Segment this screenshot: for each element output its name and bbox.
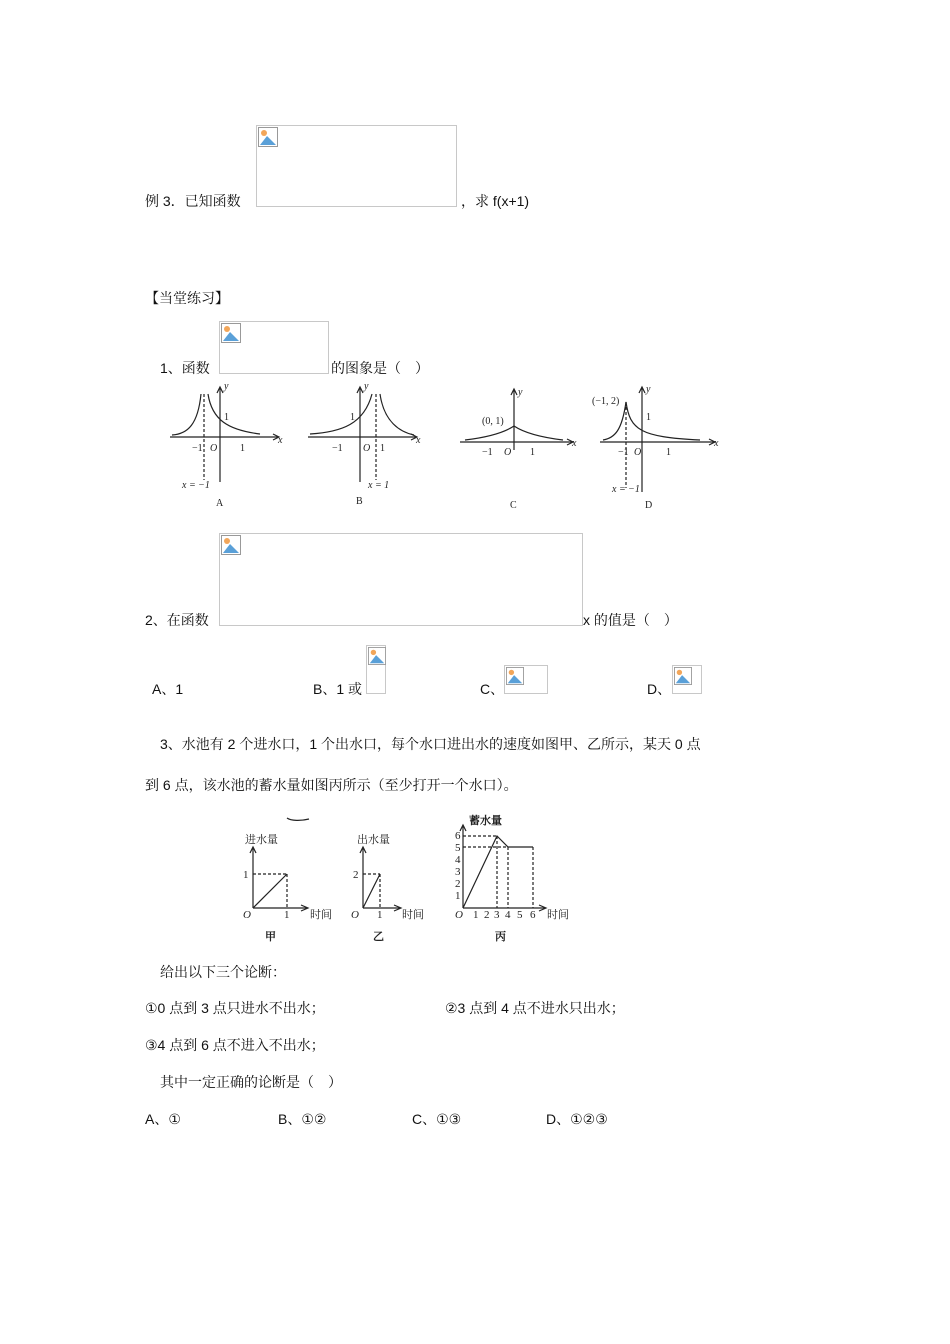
graph-b-tick-neg: −1 xyxy=(332,443,343,454)
jia-caption: 甲 xyxy=(265,931,276,943)
graph-c-tick-pos: 1 xyxy=(530,447,535,458)
jia-x-tick: 1 xyxy=(284,909,290,921)
origin-label: O xyxy=(455,909,463,921)
q3-statement-2: ②3 点到 4 点不进水只出水； xyxy=(445,1000,625,1016)
broken-image-icon xyxy=(506,667,524,685)
q3-lead: 给出以下三个论断： xyxy=(160,964,286,980)
broken-image-icon xyxy=(368,647,386,665)
q3-statement-1: ①0 点到 3 点只进水不出水； xyxy=(145,1000,325,1016)
graph-d-tick-pos: 1 xyxy=(666,447,671,458)
broken-image-icon xyxy=(221,535,241,555)
option-d-image-placeholder xyxy=(672,665,702,694)
x-axis-label: x xyxy=(714,438,719,449)
graph-a-point-label: 1 xyxy=(224,412,229,423)
x-axis-label: x xyxy=(278,435,283,446)
origin-label: O xyxy=(351,909,359,921)
origin-label: O xyxy=(504,447,512,458)
yi-x-tick: 1 xyxy=(377,909,383,921)
option-b-image-placeholder xyxy=(366,645,386,694)
q2-prefix: 2、在函数 xyxy=(145,612,209,628)
graph-c-point-label: (0, 1) xyxy=(482,416,504,427)
example3-prefix: 例 3．已知函数 xyxy=(145,193,241,209)
bing-x-tick: 1 xyxy=(473,909,479,921)
q3-line1: 3、水池有 2 个进水口，1 个出水口，每个水口进出水的速度如图甲、乙所示，某天 0 点 xyxy=(160,736,701,752)
y-axis-label: y xyxy=(518,387,523,398)
bing-x-tick: 4 xyxy=(505,909,511,921)
bing-y-tick: 3 xyxy=(455,866,461,878)
option-c-image-placeholder xyxy=(504,665,548,694)
q1-prefix: 1、函数 xyxy=(160,360,210,376)
graph-d-y-tick: 1 xyxy=(646,412,651,423)
yi-xlabel: 时间 xyxy=(402,909,424,921)
origin-label: O xyxy=(363,443,371,454)
jia-y-tick: 1 xyxy=(243,869,249,881)
yi-ylabel: 出水量 xyxy=(357,834,390,846)
bing-y-tick: 1 xyxy=(455,890,461,902)
bing-x-tick: 3 xyxy=(494,909,500,921)
graph-d-tick-neg: −1 xyxy=(618,447,629,458)
formula-image-placeholder xyxy=(256,125,457,207)
bing-y-tick: 6 xyxy=(455,830,461,842)
formula-image-placeholder xyxy=(219,533,583,626)
q1-suffix: 的图象是（ ） xyxy=(331,360,429,376)
graph-d-asymptote-label: x = −1 xyxy=(612,484,640,495)
graph-c-tick-neg: −1 xyxy=(482,447,493,458)
graph-c-caption: C xyxy=(510,500,517,511)
q2-option-b: B、1 或 xyxy=(313,681,363,697)
graph-d-caption: D xyxy=(645,500,653,511)
jia-xlabel: 时间 xyxy=(310,909,332,921)
graph-a-tick-neg: −1 xyxy=(192,443,203,454)
yi-caption: 乙 xyxy=(373,931,384,943)
practice-heading: 【当堂练习】 xyxy=(145,290,229,306)
y-axis-label: y xyxy=(224,381,229,392)
q3-water-charts xyxy=(225,812,580,950)
formula-image-placeholder xyxy=(219,321,329,374)
y-axis-label: y xyxy=(646,384,651,395)
q2-suffix: x 的值是（ ） xyxy=(583,612,678,628)
graph-b-caption: B xyxy=(356,496,363,507)
broken-image-icon xyxy=(674,667,692,685)
y-axis-label: y xyxy=(364,381,369,392)
bing-x-tick: 2 xyxy=(484,909,490,921)
bing-x-tick: 6 xyxy=(530,909,536,921)
bing-caption: 丙 xyxy=(495,931,506,943)
graph-b-tick-pos: 1 xyxy=(380,443,385,454)
q3-option-b: B、①② xyxy=(278,1111,327,1127)
q3-statement-3: ③4 点到 6 点不进入不出水； xyxy=(145,1037,325,1053)
graph-d-point-label: (−1, 2) xyxy=(592,396,620,407)
graph-a-caption: A xyxy=(216,498,224,509)
origin-label: O xyxy=(243,909,251,921)
q3-option-a: A、① xyxy=(145,1111,181,1127)
q3-option-d: D、①②③ xyxy=(546,1111,608,1127)
q3-option-c: C、①③ xyxy=(412,1111,462,1127)
q2-option-a: A、1 xyxy=(152,681,184,697)
q2-option-c: C、 xyxy=(480,681,505,697)
bing-x-tick: 5 xyxy=(517,909,523,921)
q3-line2: 到 6 点，该水池的蓄水量如图丙所示（至少打开一个水口）。 xyxy=(145,777,518,793)
yi-y-tick: 2 xyxy=(353,869,359,881)
bing-ylabel: 蓄水量 xyxy=(469,815,502,827)
q2-option-d: D、 xyxy=(647,681,672,697)
q3-ask: 其中一定正确的论断是（ ） xyxy=(160,1074,342,1090)
graph-a-tick-pos: 1 xyxy=(240,443,245,454)
bing-y-tick: 5 xyxy=(455,842,461,854)
bing-xlabel: 时间 xyxy=(547,909,569,921)
q1-graph-figure xyxy=(160,380,730,520)
x-axis-label: x xyxy=(416,435,421,446)
graph-b-asymptote-label: x = 1 xyxy=(368,480,390,491)
graph-b-point-label: 1 xyxy=(350,412,355,423)
x-axis-label: x xyxy=(572,438,577,449)
jia-ylabel: 进水量 xyxy=(245,834,278,846)
broken-image-icon xyxy=(221,323,241,343)
bing-y-tick: 4 xyxy=(455,854,461,866)
origin-label: O xyxy=(210,443,218,454)
bing-y-tick: 2 xyxy=(455,878,461,890)
graph-a-asymptote-label: x = −1 xyxy=(182,480,210,491)
example3-suffix: ，求 f(x+1) xyxy=(461,193,530,209)
broken-image-icon xyxy=(258,127,278,147)
origin-label: O xyxy=(634,447,642,458)
